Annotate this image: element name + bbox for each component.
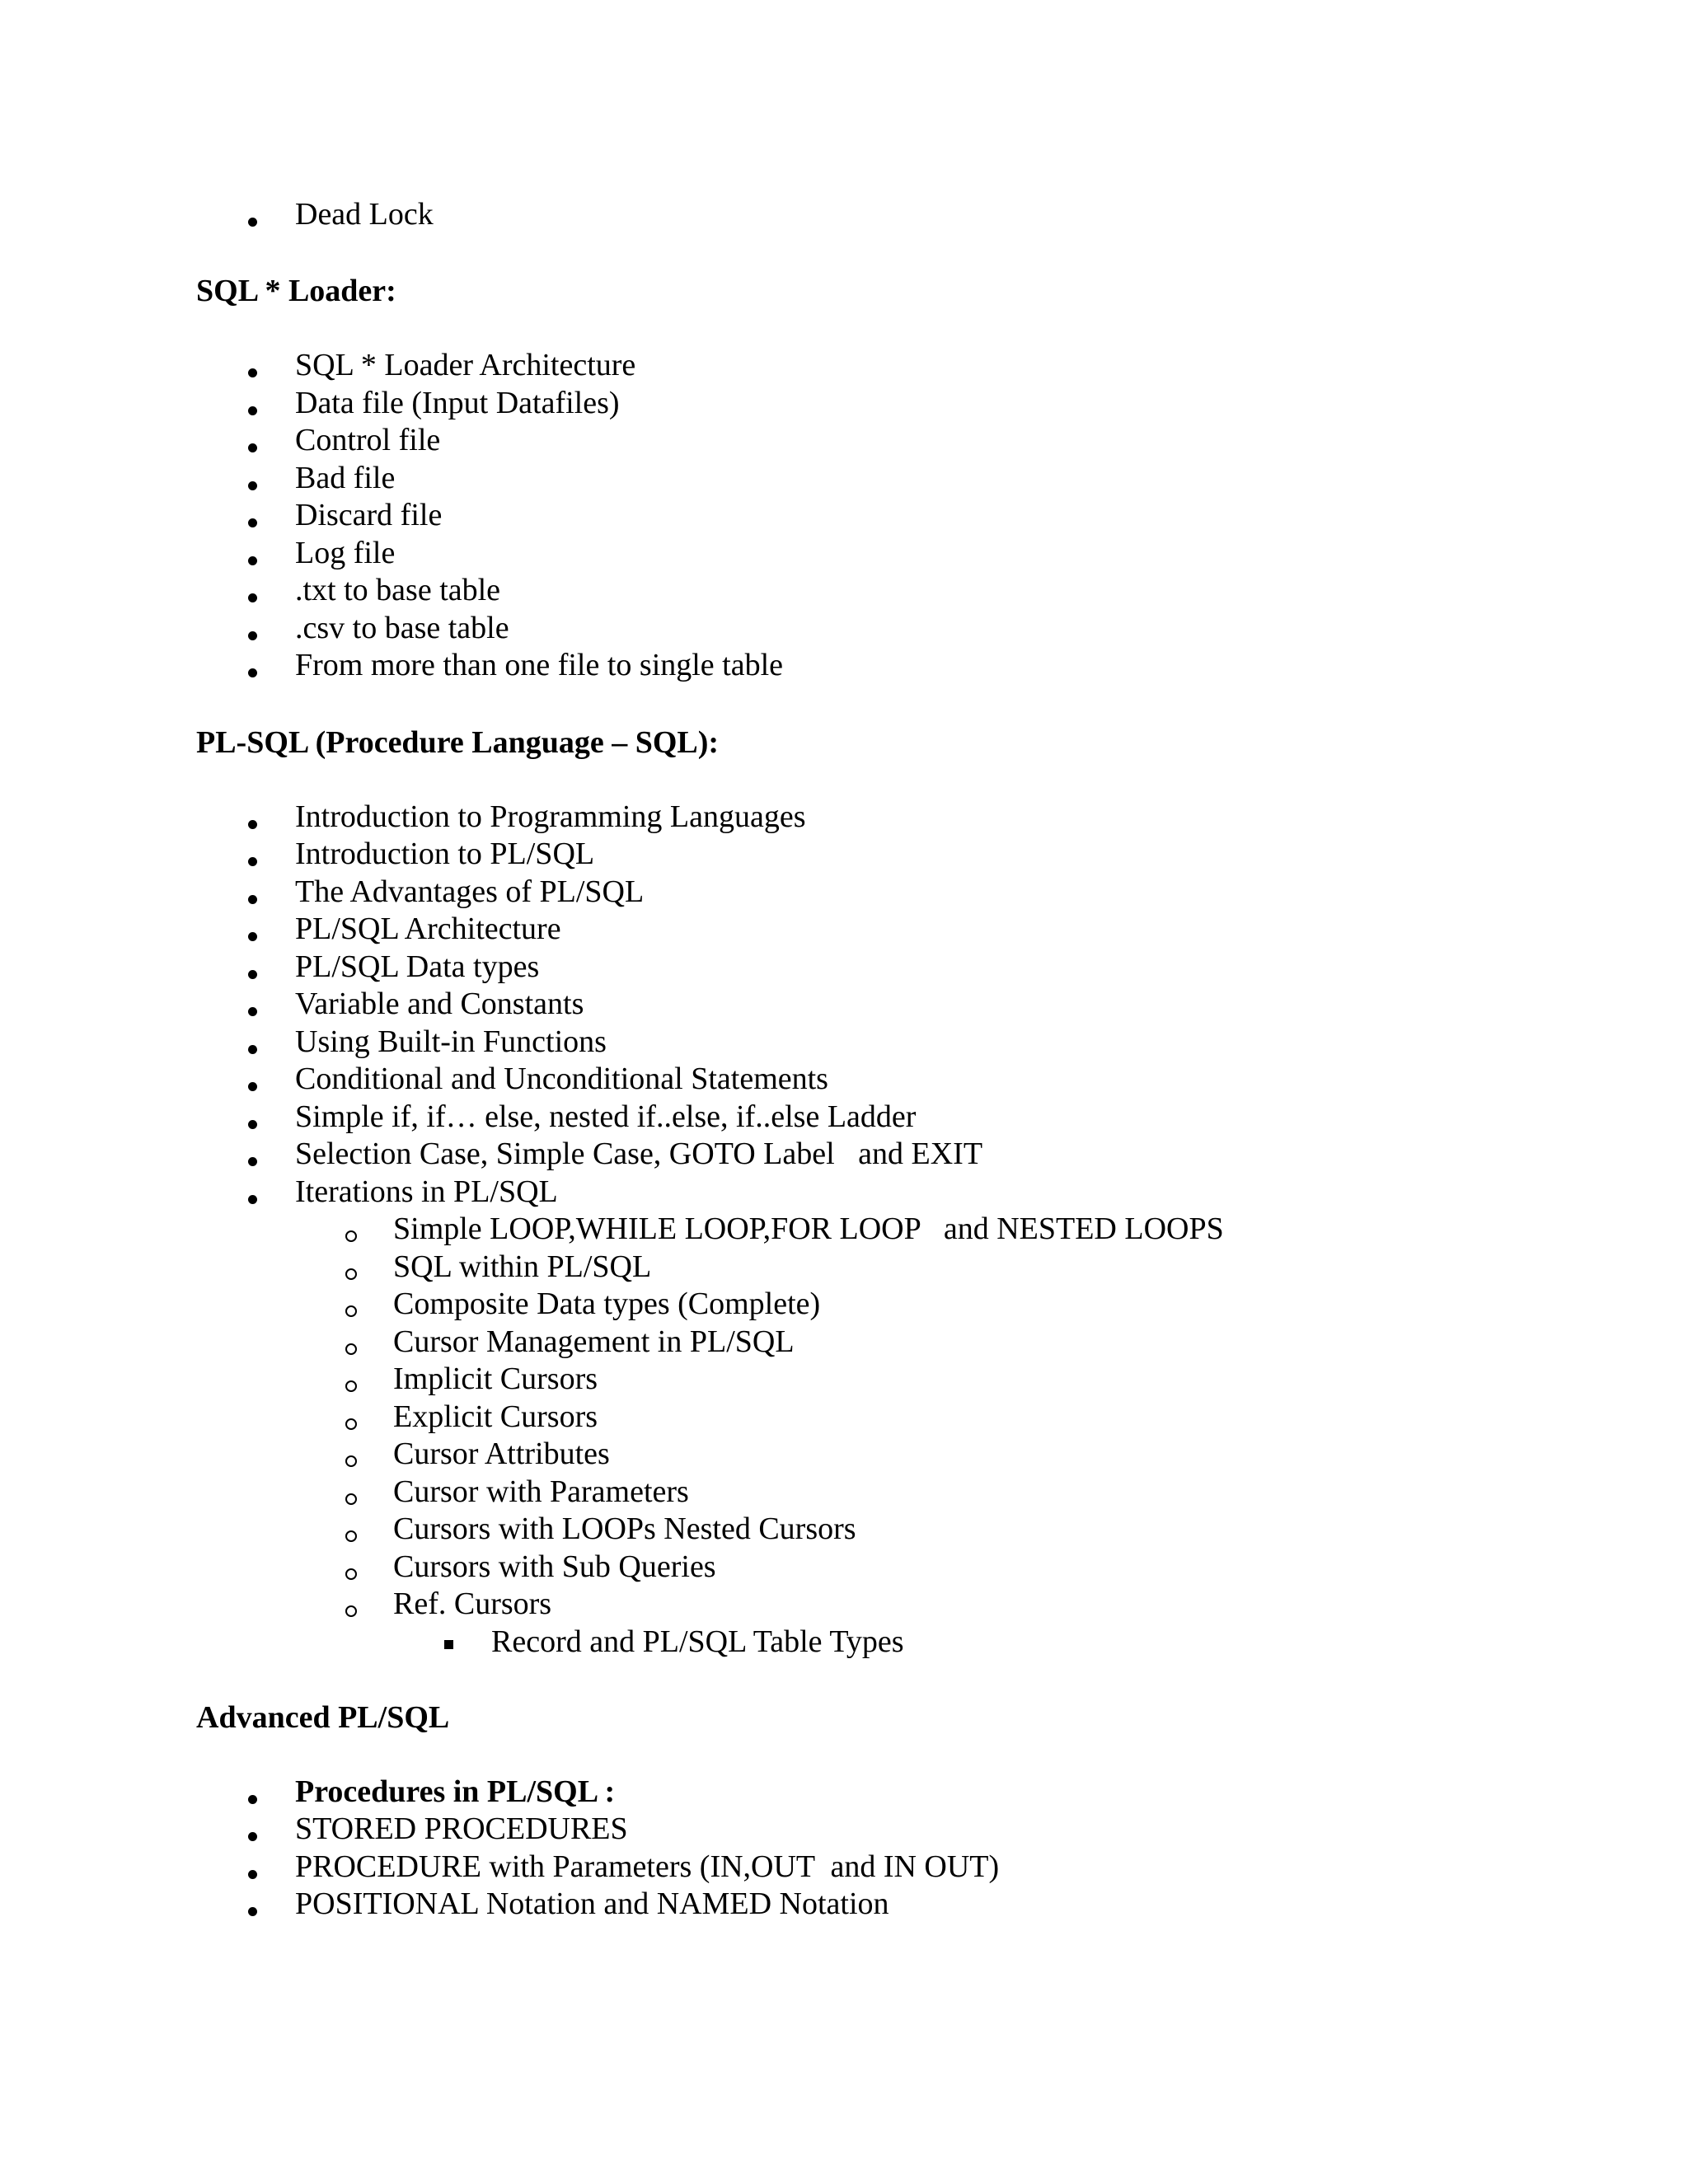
bullet-icon (248, 1120, 257, 1129)
circle-bullet-icon (345, 1568, 357, 1580)
list-item: STORED PROCEDURES (295, 1811, 628, 1846)
sub-list-item: Composite Data types (Complete) (393, 1286, 821, 1321)
sub-sub-list-item: Record and PL/SQL Table Types (491, 1624, 904, 1659)
circle-bullet-icon (345, 1380, 357, 1392)
square-bullet-icon (444, 1640, 453, 1649)
bullet-icon (248, 218, 257, 227)
bullet-icon (248, 368, 257, 377)
list-item: Control file (295, 423, 441, 457)
list-item: PROCEDURE with Parameters (IN,OUT and IN OUT) (295, 1849, 1000, 1884)
bullet-icon (248, 820, 257, 829)
circle-bullet-icon (345, 1530, 357, 1542)
list-item: Introduction to PL/SQL (295, 837, 595, 871)
list-item: POSITIONAL Notation and NAMED Notation (295, 1886, 889, 1921)
list-item: SQL * Loader Architecture (295, 348, 636, 382)
sub-list-item: Implicit Cursors (393, 1361, 598, 1396)
list-item: The Advantages of PL/SQL (295, 874, 645, 909)
list-item: Log file (295, 536, 396, 570)
section-heading-plsql: PL-SQL (Procedure Language – SQL): (196, 725, 720, 760)
bullet-icon (248, 481, 257, 490)
section-heading-advanced-plsql: Advanced PL/SQL (196, 1700, 450, 1735)
bullet-icon (248, 857, 257, 866)
circle-bullet-icon (345, 1305, 357, 1317)
bullet-icon (248, 593, 257, 602)
circle-bullet-icon (345, 1268, 357, 1280)
list-item: Conditional and Unconditional Statements (295, 1062, 828, 1096)
section-heading-sql-loader: SQL * Loader: (196, 274, 396, 308)
list-item: Variable and Constants (295, 987, 584, 1021)
list-item: Bad file (295, 461, 396, 495)
list-item: Selection Case, Simple Case, GOTO Label and EXIT (295, 1137, 983, 1171)
bullet-icon (248, 556, 257, 565)
sub-list-item: Simple LOOP,WHILE LOOP,FOR LOOP and NESTED LOOPS (393, 1212, 1224, 1246)
sub-list-item: Cursors with Sub Queries (393, 1549, 716, 1584)
list-item: .txt to base table (295, 573, 501, 607)
list-item: PL/SQL Data types (295, 949, 540, 984)
bullet-icon (248, 1795, 257, 1804)
list-item: Using Built-in Functions (295, 1024, 607, 1059)
bullet-icon (248, 1832, 257, 1841)
bullet-icon (248, 668, 257, 677)
circle-bullet-icon (345, 1605, 357, 1617)
sub-list-item: Ref. Cursors (393, 1586, 552, 1621)
bullet-icon (248, 406, 257, 415)
sub-list-item: SQL within PL/SQL (393, 1249, 652, 1284)
list-item: Discard file (295, 498, 443, 532)
sub-list-item: Cursor Management in PL/SQL (393, 1324, 795, 1359)
sub-list-item: Cursor Attributes (393, 1436, 610, 1471)
circle-bullet-icon (345, 1418, 357, 1430)
bullet-icon (248, 518, 257, 527)
bullet-icon (248, 631, 257, 640)
bullet-icon (248, 1907, 257, 1916)
circle-bullet-icon (345, 1343, 357, 1355)
list-item: Dead Lock (295, 197, 434, 232)
bullet-icon (248, 1045, 257, 1054)
sub-list-item: Cursor with Parameters (393, 1474, 689, 1509)
sub-list-item: Cursors with LOOPs Nested Cursors (393, 1511, 856, 1546)
circle-bullet-icon (345, 1455, 357, 1467)
bullet-icon (248, 1082, 257, 1091)
list-item: Simple if, if… else, nested if..else, if..else Ladder (295, 1099, 917, 1134)
bullet-icon (248, 1870, 257, 1879)
bullet-icon (248, 1007, 257, 1016)
bullet-icon (248, 970, 257, 979)
list-item: Data file (Input Datafiles) (295, 386, 620, 420)
list-item: PL/SQL Architecture (295, 912, 561, 946)
bullet-icon (248, 1195, 257, 1204)
list-item: Iterations in PL/SQL (295, 1174, 558, 1209)
list-item: .csv to base table (295, 611, 509, 645)
bullet-icon (248, 895, 257, 904)
list-item: Procedures in PL/SQL : (295, 1774, 616, 1809)
list-item: Introduction to Programming Languages (295, 799, 806, 834)
bullet-icon (248, 443, 257, 452)
sub-list-item: Explicit Cursors (393, 1399, 598, 1434)
circle-bullet-icon (345, 1493, 357, 1505)
circle-bullet-icon (345, 1230, 357, 1242)
list-item: From more than one file to single table (295, 648, 784, 682)
bullet-icon (248, 1157, 257, 1166)
bullet-icon (248, 932, 257, 941)
